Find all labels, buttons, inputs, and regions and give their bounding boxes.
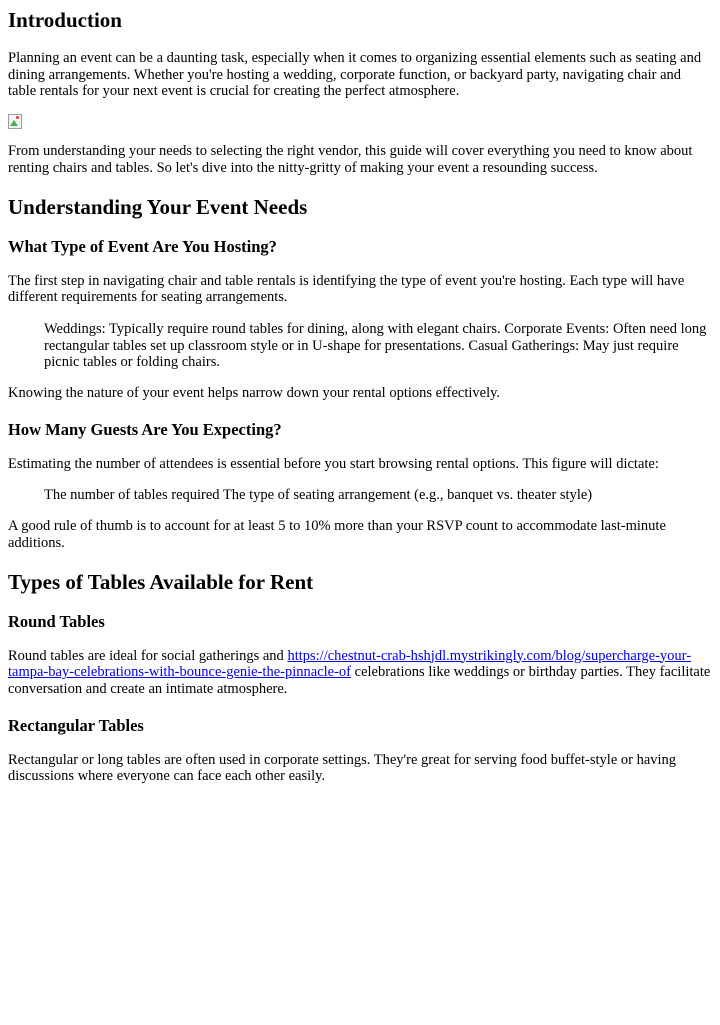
article [0, 8, 720, 785]
broken-image-icon [8, 114, 22, 128]
introduction-heading: Introduction [8, 8, 122, 32]
event-type-paragraph: The first step in navigating chair and table rentals is identifying the type of event you're hosting. Each type will have different requirements for seating arrangements. [8, 272, 685, 306]
intro-paragraph-1: Planning an event can be a daunting task, especially when it comes to organizing essential elements such as seating and dining arrangements. Whether you're hosting a wedding, corporate function, or backyard party, navigating chair and table rentals for your next event is crucial for creating the perfect atmosphere. [8, 50, 702, 100]
event-type-heading: What Type of Event Are You Hosting? [8, 236, 277, 256]
round-tables-heading: Round Tables [8, 611, 105, 631]
rectangular-tables-heading: Rectangular Tables [8, 715, 144, 735]
guest-count-heading: How Many Guests Are You Expecting? [8, 419, 282, 439]
intro-paragraph-2: From understanding your needs to selecting the right vendor, this guide will cover everything you need to know about renting chairs and tables. So let's dive into the nitty-gritty of making your event a resounding success. [8, 143, 693, 176]
guest-count-list: The number of tables required The type of seating arrangement (e.g., banquet vs. theater style) [44, 487, 593, 504]
table-types-heading: Types of Tables Available for Rent [8, 569, 314, 594]
round-tables-paragraph [8, 648, 712, 698]
event-type-summary: Knowing the nature of your event helps narrow down your rental options effectively. [8, 385, 501, 402]
understanding-needs-heading: Understanding Your Event Needs [8, 194, 308, 219]
event-type-list: Weddings: Typically require round tables for dining, along with elegant chairs. Corporate Events: Often need long rectangular tables set up classroom style or in U-shape for presentations. Casual Gatherings: May just require picnic tables or folding chairs. [44, 320, 707, 371]
rectangular-tables-paragraph: Rectangular or long tables are often used in corporate settings. They're great for serving food buffet-style or having discussions where everyone can face each other easily. [8, 751, 677, 785]
image-hill-shape [10, 120, 18, 126]
round-tables-text-before: Round tables are ideal for social gatherings and [8, 647, 288, 664]
round-tables-text-after: celebrations like weddings or birthday parties. They facilitate conversation and create an intimate atmosphere. [8, 664, 711, 697]
guest-count-paragraph: Estimating the number of attendees is essential before you start browsing rental options. This figure will dictate: [8, 455, 659, 472]
vendor-link[interactable]: https://chestnut-crab-hshjdl.mystrikingly.com/blog/supercharge-your-tampa-bay-celebrations-with-bounce-genie-the-pinnacle-of [8, 647, 692, 681]
guest-count-tip: A good rule of thumb is to account for at least 5 to 10% more than your RSVP count to accommodate last-minute additions. [8, 518, 666, 551]
